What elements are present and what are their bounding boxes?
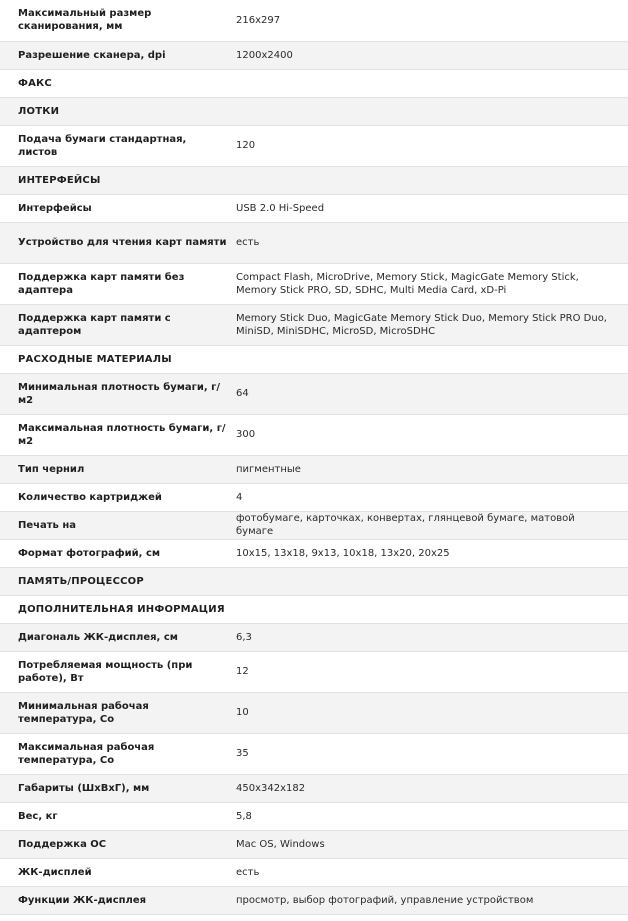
spec-name: Максимальная рабочая температура, Со	[18, 741, 155, 766]
spec-row	[0, 483, 628, 511]
spec-name: Печать на	[18, 519, 77, 531]
spec-row	[0, 222, 628, 263]
spec-row	[0, 651, 628, 692]
spec-row	[0, 0, 628, 41]
section-header-row	[0, 166, 628, 194]
spec-row	[0, 858, 628, 886]
spec-value: 300	[236, 429, 256, 440]
spec-name: Устройство для чтения карт памяти	[18, 237, 227, 248]
section-title: ИНТЕРФЕЙСЫ	[18, 174, 101, 186]
spec-name: Габариты (ШхВхГ), мм	[18, 782, 150, 794]
spec-value: 120	[236, 140, 256, 151]
spec-name: ЖК-дисплей	[18, 866, 92, 878]
spec-name: Поддержка карт памяти без адаптера	[18, 271, 185, 296]
spec-row	[0, 125, 628, 166]
spec-name: Максимальный размер сканирования, мм	[18, 8, 152, 33]
spec-value: USB 2.0 Hi-Speed	[236, 202, 325, 214]
spec-value: 12	[236, 666, 249, 677]
spec-row	[0, 41, 628, 69]
section-title: РАСХОДНЫЕ МАТЕРИАЛЫ	[18, 353, 172, 365]
spec-name: Поддержка карт памяти с адаптером	[18, 312, 171, 337]
spec-row	[0, 263, 628, 304]
spec-name: Минимальная рабочая температура, Со	[18, 700, 149, 725]
spec-value: 35	[236, 748, 249, 759]
section-title: ПАМЯТЬ/ПРОЦЕССОР	[18, 575, 144, 587]
spec-value: 4	[236, 491, 243, 503]
spec-row	[0, 373, 628, 414]
spec-value: есть	[236, 237, 260, 248]
spec-row	[0, 692, 628, 733]
spec-name: Количество картриджей	[18, 491, 162, 503]
section-header-row	[0, 69, 628, 97]
section-header-row	[0, 567, 628, 595]
spec-value: Compact Flash, MicroDrive, Memory Stick, MagicGate Memory Stick, Memory Stick PRO, SD, SDHC, Multi Media Card, xD-Pi	[236, 271, 579, 296]
section-header-row	[0, 595, 628, 623]
spec-row	[0, 414, 628, 455]
spec-value: фотобумаге, карточках, конвертах, глянцевой бумаге, матовой бумаге	[236, 513, 575, 537]
spec-row	[0, 455, 628, 483]
spec-name: Потребляемая мощность (при работе), Вт	[18, 659, 193, 684]
spec-row	[0, 304, 628, 345]
spec-value: 216x297	[236, 14, 281, 26]
spec-row	[0, 774, 628, 802]
spec-value: 10	[236, 707, 249, 718]
spec-row	[0, 194, 628, 222]
spec-name: Вес, кг	[18, 810, 58, 822]
spec-row	[0, 830, 628, 858]
spec-value: Memory Stick Duo, MagicGate Memory Stick Duo, Memory Stick PRO Duo, MiniSD, MiniSDHC, MicroSD, MicroSDHC	[236, 312, 607, 337]
spec-row	[0, 623, 628, 651]
spec-value: 64	[236, 388, 249, 399]
spec-name: Функции ЖК-дисплея	[18, 894, 147, 906]
spec-row	[0, 511, 628, 539]
spec-row	[0, 802, 628, 830]
spec-value: Mac OS, Windows	[236, 838, 325, 850]
spec-name: Максимальная плотность бумаги, г/м2	[18, 422, 226, 447]
section-title: ДОПОЛНИТЕЛЬНАЯ ИНФОРМАЦИЯ	[18, 603, 225, 615]
spec-value: есть	[236, 866, 260, 878]
section-title: ФАКС	[18, 77, 52, 89]
spec-value: просмотр, выбор фотографий, управление устройством	[236, 894, 534, 906]
spec-row	[0, 886, 628, 914]
spec-value: пигментные	[236, 463, 301, 475]
spec-name: Подача бумаги стандартная, листов	[18, 133, 187, 158]
spec-row	[0, 733, 628, 774]
spec-name: Интерфейсы	[18, 202, 92, 214]
section-header-row	[0, 345, 628, 373]
spec-name: Тип чернил	[18, 463, 85, 475]
spec-value: 450x342x182	[236, 782, 306, 794]
spec-name: Формат фотографий, см	[18, 547, 161, 559]
section-header-row	[0, 97, 628, 125]
spec-value: 10x15, 13x18, 9x13, 10x18, 13x20, 20x25	[236, 547, 450, 559]
spec-name: Диагональ ЖК-дисплея, см	[18, 631, 178, 643]
spec-name: Поддержка ОС	[18, 838, 107, 850]
spec-value: 6,3	[236, 631, 252, 643]
spec-name: Минимальная плотность бумаги, г/м2	[18, 381, 221, 406]
section-title: ЛОТКИ	[18, 105, 60, 117]
spec-value: 1200x2400	[236, 49, 293, 61]
spec-name: Разрешение сканера, dpi	[18, 49, 166, 61]
spec-value: 5,8	[236, 810, 252, 822]
spec-row	[0, 539, 628, 567]
